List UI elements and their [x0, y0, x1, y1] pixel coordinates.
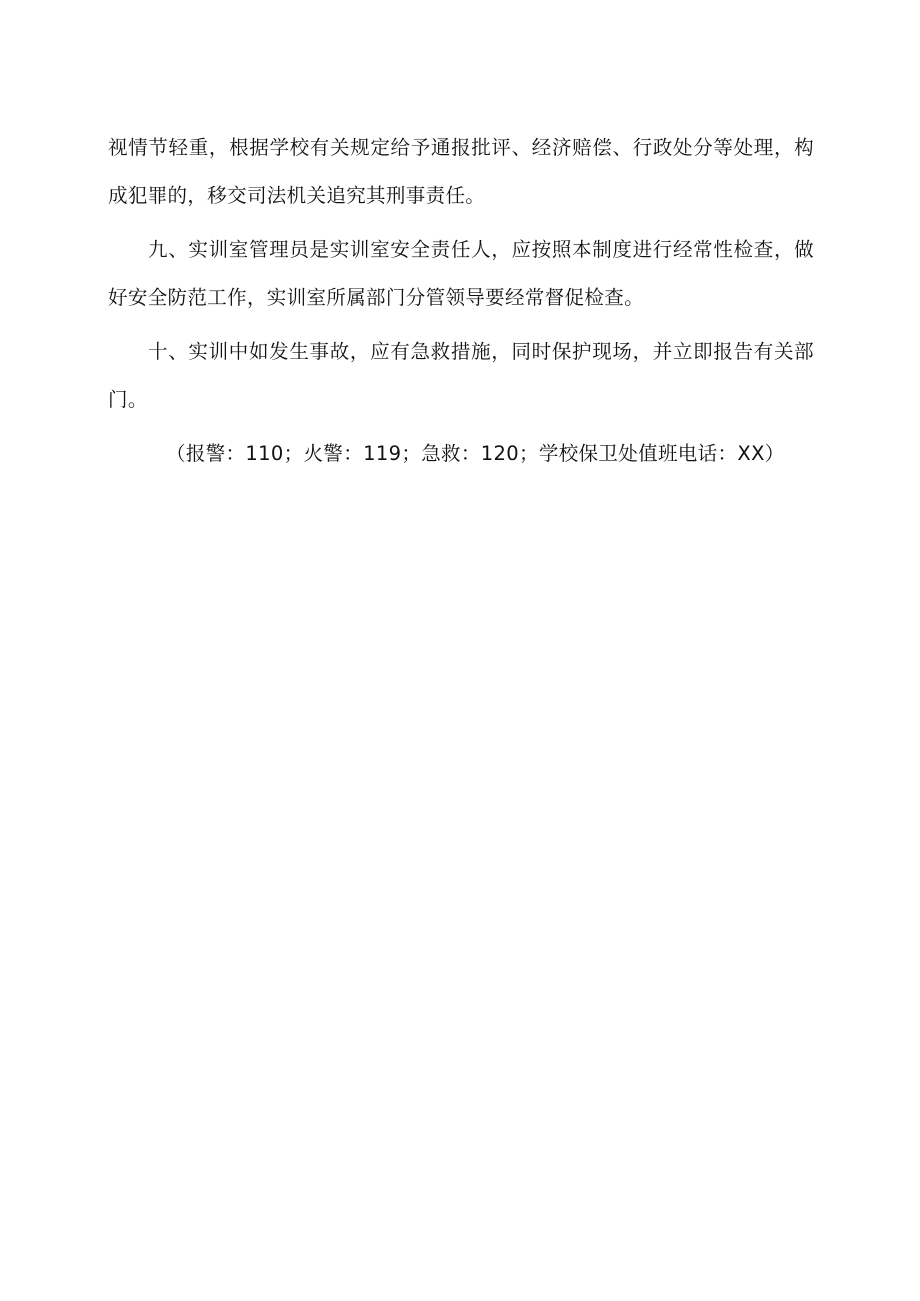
paragraph-item-10: 十、实训中如发生事故，应有急救措施，同时保护现场，并立即报告有关部门。	[108, 340, 814, 411]
emergency-numbers-note: （报警：110；火警：119；急救：120；学校保卫处值班电话：XX）	[166, 442, 785, 465]
paragraph-continuation: 视情节轻重，根据学校有关规定给予通报批评、经济赔偿、行政处分等处理，构成犯罪的，移交司法机关追究其刑事责任。	[108, 136, 814, 207]
document-body	[108, 124, 814, 478]
paragraph-item-9: 九、实训室管理员是实训室安全责任人，应按照本制度进行经常性检查，做好安全防范工作，实训室所属部门分管领导要经常督促检查。	[108, 238, 814, 309]
